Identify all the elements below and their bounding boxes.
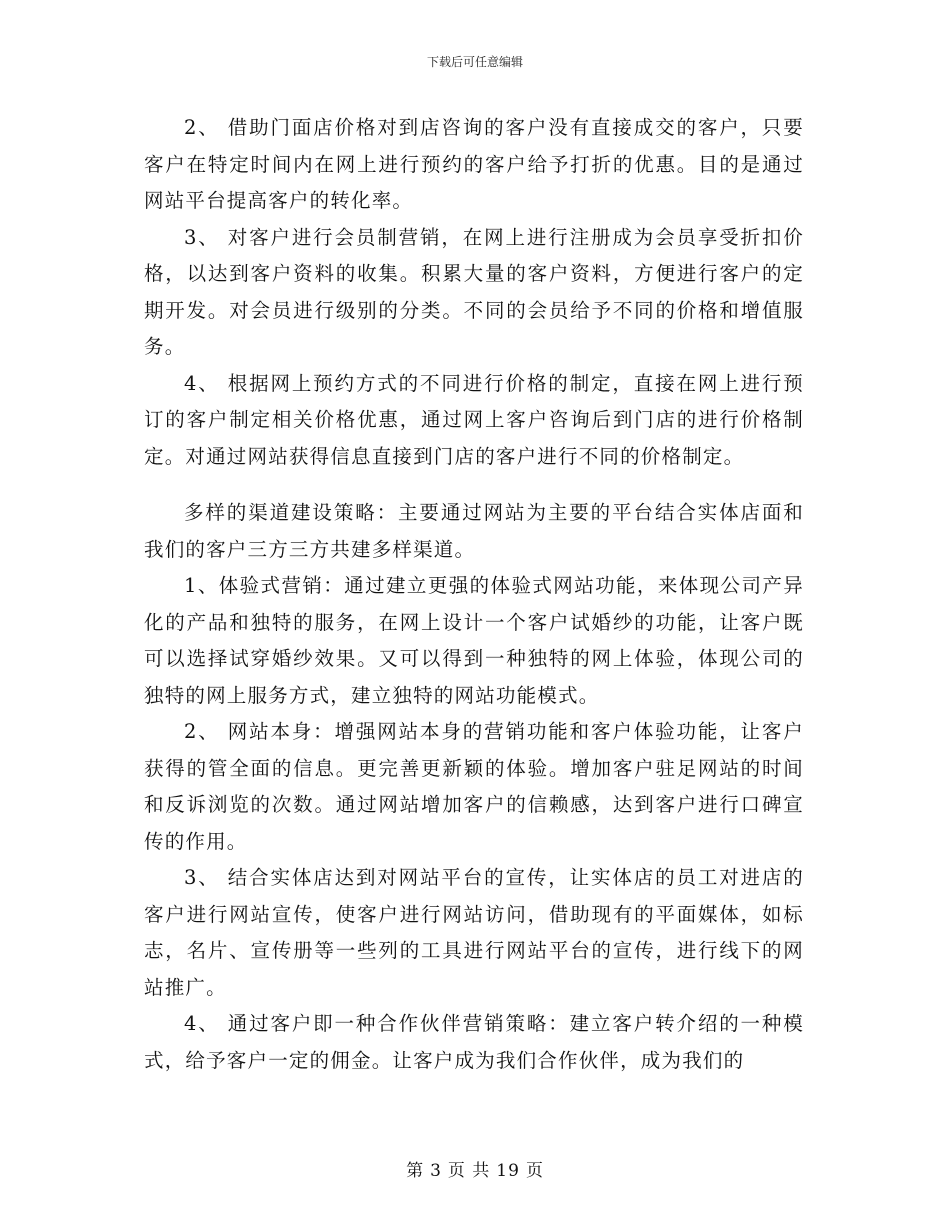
paragraph-channel-1: 1、体验式营销：通过建立更强的体验式网站功能，来体现公司产异化的产品和独特的服务，在网上设计一个客户试婚纱的功能，让客户既可以选择试穿婚纱效果。又可以得到一种独特的网上体验，体现公司的独特的网上服务方式，建立独特的网站功能模式。 (144, 574, 804, 707)
paragraph-pricing-4: 4、 根据网上预约方式的不同进行价格的制定，直接在网上进行预订的客户制定相关价格优惠，通过网上客户咨询后到门店的进行价格制定。对通过网站获得信息直接到门店的客户进行不同的价格制定。 (144, 371, 804, 468)
page-footer (0, 1156, 950, 1181)
footer-middle: 页 共 (447, 1161, 491, 1181)
paragraph-channel-2: 2、 网站本身：增强网站本身的营销功能和客户体验功能，让客户获得的管全面的信息。更完善更新颖的体验。增加客户驻足网站的时间和反诉浏览的次数。通过网站增加客户的信赖感，达到客户进行口碑宣传的作用。 (144, 720, 804, 853)
footer-page-number: 3 (430, 1161, 442, 1181)
paragraph-pricing-3: 3、 对客户进行会员制营销，在网上进行注册成为会员享受折扣价格，以达到客户资料的收集。积累大量的客户资料，方便进行客户的定期开发。对会员进行级别的分类。不同的会员给予不同的价格和增值服务。 (144, 225, 804, 358)
footer-suffix: 页 (525, 1161, 544, 1181)
section-gap (144, 475, 804, 495)
page-header: 下载后可任意编辑 (426, 55, 523, 69)
footer-total-pages: 19 (496, 1161, 520, 1181)
footer-prefix: 第 (406, 1161, 425, 1181)
paragraph-channel-4: 4、 通过客户即一种合作伙伴营销策略：建立客户转介绍的一种模式，给予客户一定的佣金。让客户成为我们合作伙伴，成为我们的 (144, 1012, 804, 1072)
paragraph-pricing-2: 2、 借助门面店价格对到店咨询的客户没有直接成交的客户，只要客户在特定时间内在网上进行预约的客户给予打折的优惠。目的是通过网站平台提高客户的转化率。 (144, 116, 804, 212)
paragraph-channel-intro: 多样的渠道建设策略：主要通过网站为主要的平台结合实体店面和我们的客户三方三方共建多样渠道。 (144, 501, 804, 561)
document-body (144, 110, 804, 1079)
paragraph-channel-3: 3、 结合实体店达到对网站平台的宣传，让实体店的员工对进店的客户进行网站宣传，使客户进行网站访问，借助现有的平面媒体，如标志，名片、宣传册等一些列的工具进行网站平台的宣传，进行线下的网站推广。 (144, 866, 804, 999)
